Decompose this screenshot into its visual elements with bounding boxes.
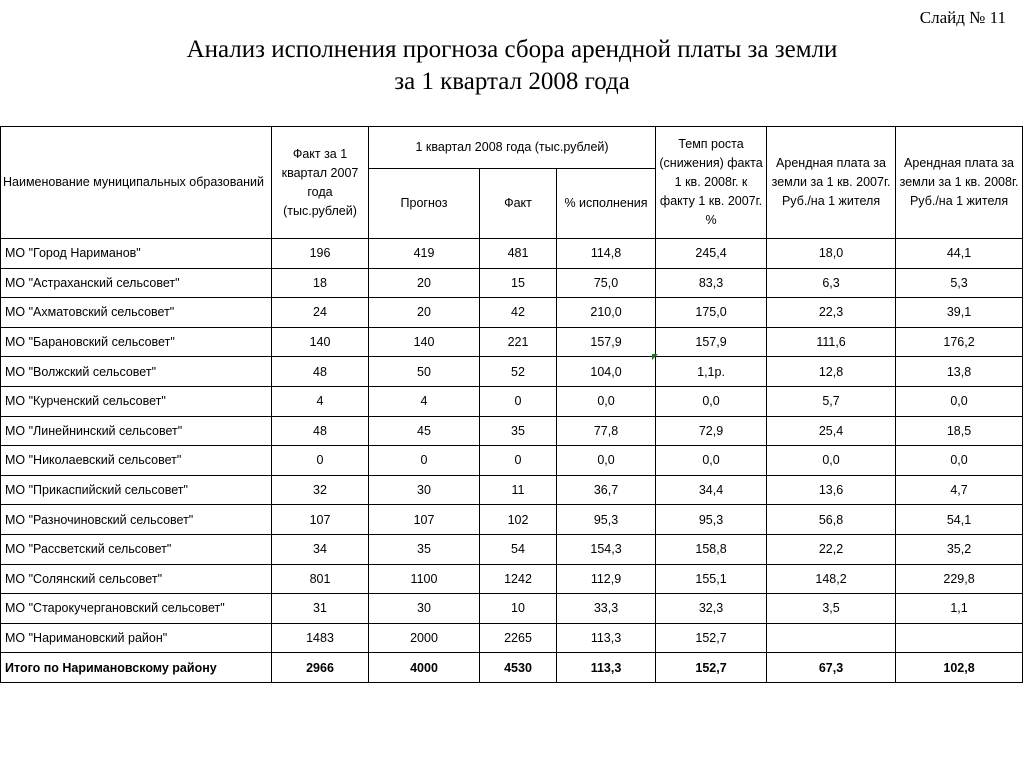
cell-fact: 0	[480, 386, 557, 416]
header-rent-2007: Арендная плата за земли за 1 кв. 2007г. Руб./на 1 жителя	[767, 127, 896, 239]
cell-growth: 155,1	[656, 564, 767, 594]
cell-growth: 175,0	[656, 298, 767, 328]
cell-percent: 104,0	[557, 357, 656, 387]
cell-fact: 221	[480, 327, 557, 357]
cell-percent: 157,9	[557, 327, 656, 357]
table-row	[1, 239, 1023, 269]
cell-name: МО "Линейнинский сельсовет"	[1, 416, 272, 446]
cell-rent-2007: 67,3	[767, 653, 896, 683]
cell-forecast: 20	[369, 268, 480, 298]
cell-fact: 11	[480, 475, 557, 505]
cell-percent: 113,3	[557, 653, 656, 683]
cell-name: МО "Николаевский сельсовет"	[1, 446, 272, 476]
cell-fact: 0	[480, 446, 557, 476]
cell-forecast: 0	[369, 446, 480, 476]
table-row	[1, 564, 1023, 594]
cell-growth: 157,9	[656, 327, 767, 357]
cell-forecast: 4	[369, 386, 480, 416]
cell-percent: 36,7	[557, 475, 656, 505]
cell-name: МО "Старокучергановский сельсовет"	[1, 594, 272, 624]
cell-rent-2008: 54,1	[896, 505, 1023, 535]
table-row	[1, 327, 1023, 357]
table-row	[1, 505, 1023, 535]
table-row	[1, 268, 1023, 298]
cell-name: МО "Барановский сельсовет"	[1, 327, 272, 357]
cell-fact: 15	[480, 268, 557, 298]
table-row	[1, 475, 1023, 505]
cell-fact-2007: 32	[272, 475, 369, 505]
cell-forecast: 45	[369, 416, 480, 446]
cell-rent-2008: 13,8	[896, 357, 1023, 387]
cell-growth: 0,0	[656, 446, 767, 476]
cell-growth: 245,4	[656, 239, 767, 269]
cell-rent-2007: 3,5	[767, 594, 896, 624]
cell-rent-2008: 4,7	[896, 475, 1023, 505]
cell-percent: 210,0	[557, 298, 656, 328]
cell-fact: 1242	[480, 564, 557, 594]
cell-forecast: 4000	[369, 653, 480, 683]
cell-name: МО "Ахматовский сельсовет"	[1, 298, 272, 328]
table-row	[1, 446, 1023, 476]
cell-forecast: 20	[369, 298, 480, 328]
cell-name: МО "Прикаспийский сельсовет"	[1, 475, 272, 505]
cell-rent-2007: 5,7	[767, 386, 896, 416]
cell-name: МО "Волжский сельсовет"	[1, 357, 272, 387]
cell-forecast: 2000	[369, 623, 480, 653]
cell-rent-2007	[767, 623, 896, 653]
header-quarter-group: 1 квартал 2008 года (тыс.рублей)	[369, 127, 656, 169]
cell-rent-2008: 5,3	[896, 268, 1023, 298]
cell-name: МО "Разночиновский сельсовет"	[1, 505, 272, 535]
cell-growth: 32,3	[656, 594, 767, 624]
cell-name: МО "Астраханский сельсовет"	[1, 268, 272, 298]
cell-comment-marker	[652, 354, 658, 360]
cell-fact: 52	[480, 357, 557, 387]
cell-fact-2007: 48	[272, 416, 369, 446]
cell-growth: 152,7	[656, 653, 767, 683]
cell-rent-2007: 148,2	[767, 564, 896, 594]
cell-growth: 72,9	[656, 416, 767, 446]
cell-rent-2007: 25,4	[767, 416, 896, 446]
cell-fact: 54	[480, 534, 557, 564]
cell-forecast: 419	[369, 239, 480, 269]
cell-percent: 33,3	[557, 594, 656, 624]
cell-percent: 154,3	[557, 534, 656, 564]
cell-fact-2007: 1483	[272, 623, 369, 653]
cell-percent: 0,0	[557, 446, 656, 476]
header-name: Наименование муниципальных образований	[1, 127, 272, 239]
header-fact: Факт	[480, 169, 557, 239]
cell-name: Итого по Наримановскому району	[1, 653, 272, 683]
cell-fact-2007: 34	[272, 534, 369, 564]
cell-rent-2008	[896, 623, 1023, 653]
table-body	[1, 239, 1023, 683]
cell-growth: 34,4	[656, 475, 767, 505]
cell-percent: 75,0	[557, 268, 656, 298]
cell-fact-2007: 48	[272, 357, 369, 387]
page-title	[0, 34, 1024, 98]
cell-rent-2008: 176,2	[896, 327, 1023, 357]
cell-fact-2007: 4	[272, 386, 369, 416]
cell-rent-2007: 56,8	[767, 505, 896, 535]
cell-growth: 0,0	[656, 386, 767, 416]
cell-percent: 0,0	[557, 386, 656, 416]
cell-forecast: 107	[369, 505, 480, 535]
cell-percent: 95,3	[557, 505, 656, 535]
cell-percent: 112,9	[557, 564, 656, 594]
cell-rent-2008: 39,1	[896, 298, 1023, 328]
title-line-2: за 1 квартал 2008 года	[394, 68, 630, 95]
cell-rent-2007: 22,2	[767, 534, 896, 564]
cell-rent-2008: 0,0	[896, 446, 1023, 476]
cell-fact: 42	[480, 298, 557, 328]
cell-rent-2008: 229,8	[896, 564, 1023, 594]
table-row	[1, 653, 1023, 683]
cell-fact: 4530	[480, 653, 557, 683]
cell-forecast: 1100	[369, 564, 480, 594]
cell-fact-2007: 140	[272, 327, 369, 357]
table-row	[1, 357, 1023, 387]
cell-fact-2007: 2966	[272, 653, 369, 683]
cell-name: МО "Наримановский район"	[1, 623, 272, 653]
cell-growth: 152,7	[656, 623, 767, 653]
cell-fact: 2265	[480, 623, 557, 653]
cell-rent-2008: 0,0	[896, 386, 1023, 416]
cell-rent-2007: 6,3	[767, 268, 896, 298]
cell-rent-2007: 12,8	[767, 357, 896, 387]
cell-percent: 77,8	[557, 416, 656, 446]
cell-fact: 481	[480, 239, 557, 269]
cell-name: МО "Курченский сельсовет"	[1, 386, 272, 416]
table-row	[1, 298, 1023, 328]
cell-fact-2007: 196	[272, 239, 369, 269]
table-row	[1, 594, 1023, 624]
cell-rent-2008: 18,5	[896, 416, 1023, 446]
table-row	[1, 534, 1023, 564]
cell-fact-2007: 801	[272, 564, 369, 594]
cell-forecast: 30	[369, 594, 480, 624]
cell-fact-2007: 107	[272, 505, 369, 535]
cell-name: МО "Рассветский сельсовет"	[1, 534, 272, 564]
cell-rent-2007: 0,0	[767, 446, 896, 476]
header-forecast: Прогноз	[369, 169, 480, 239]
header-percent: % исполнения	[557, 169, 656, 239]
cell-growth: 95,3	[656, 505, 767, 535]
cell-fact: 35	[480, 416, 557, 446]
cell-percent: 113,3	[557, 623, 656, 653]
cell-rent-2008: 102,8	[896, 653, 1023, 683]
cell-fact: 102	[480, 505, 557, 535]
cell-growth: 158,8	[656, 534, 767, 564]
cell-rent-2007: 18,0	[767, 239, 896, 269]
cell-rent-2007: 111,6	[767, 327, 896, 357]
cell-rent-2008: 1,1	[896, 594, 1023, 624]
cell-forecast: 50	[369, 357, 480, 387]
cell-forecast: 140	[369, 327, 480, 357]
cell-growth: 1,1р.	[656, 357, 767, 387]
cell-rent-2008: 35,2	[896, 534, 1023, 564]
cell-percent: 114,8	[557, 239, 656, 269]
cell-growth: 83,3	[656, 268, 767, 298]
title-line-1: Анализ исполнения прогноза сбора арендной платы за земли	[186, 36, 838, 63]
cell-forecast: 30	[369, 475, 480, 505]
cell-fact-2007: 31	[272, 594, 369, 624]
table-row	[1, 623, 1023, 653]
cell-fact-2007: 18	[272, 268, 369, 298]
cell-fact: 10	[480, 594, 557, 624]
cell-name: МО "Солянский сельсовет"	[1, 564, 272, 594]
table-row	[1, 386, 1023, 416]
header-rent-2008: Арендная плата за земли за 1 кв. 2008г. Руб./на 1 жителя	[896, 127, 1023, 239]
rent-analysis-table	[0, 126, 1023, 683]
cell-fact-2007: 0	[272, 446, 369, 476]
cell-rent-2007: 13,6	[767, 475, 896, 505]
cell-rent-2007: 22,3	[767, 298, 896, 328]
header-fact-2007: Факт за 1 квартал 2007 года (тыс.рублей)	[272, 127, 369, 239]
cell-name: МО "Город Нариманов"	[1, 239, 272, 269]
header-growth: Темп роста (снижения) факта 1 кв. 2008г. к факту 1 кв. 2007г. %	[656, 127, 767, 239]
cell-forecast: 35	[369, 534, 480, 564]
slide-number: Слайд № 11	[919, 8, 1006, 27]
cell-rent-2008: 44,1	[896, 239, 1023, 269]
cell-fact-2007: 24	[272, 298, 369, 328]
table-row	[1, 416, 1023, 446]
